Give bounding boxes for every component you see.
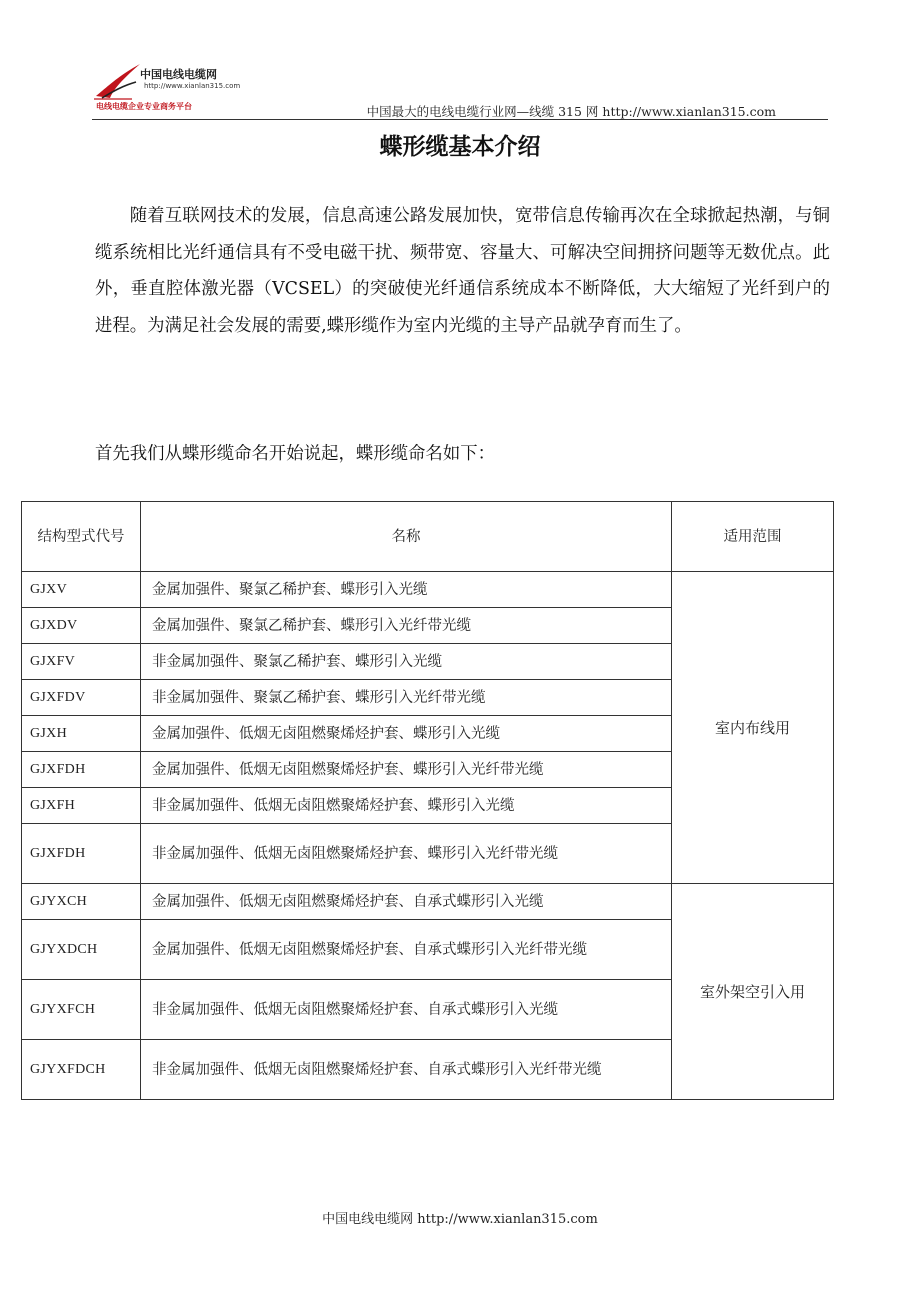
row-name: 金属加强件、低烟无卤阻燃聚烯烃护套、自承式蝶形引入光纤带光缆 [141, 920, 672, 980]
naming-intro-line: 首先我们从蝶形缆命名开始说起，蝶形缆命名如下： [95, 444, 495, 464]
row-name: 非金属加强件、聚氯乙稀护套、蝶形引入光缆 [141, 644, 672, 680]
table-row [22, 572, 834, 608]
row-name: 金属加强件、聚氯乙稀护套、蝶形引入光缆 [141, 572, 672, 608]
page-footer[interactable]: 中国电线电缆网 http://www.xianlan315.com [322, 1212, 598, 1227]
scope-outdoor: 室外架空引入用 [672, 884, 834, 1100]
row-name: 金属加强件、低烟无卤阻燃聚烯烃护套、自承式蝶形引入光缆 [141, 884, 672, 920]
table-row [22, 884, 834, 920]
row-code: GJXFDH [22, 824, 141, 884]
row-code: GJYXDCH [22, 920, 141, 980]
table-header-row [22, 502, 834, 572]
header-scope: 适用范围 [672, 502, 834, 572]
row-name: 金属加强件、低烟无卤阻燃聚烯烃护套、蝶形引入光缆 [141, 716, 672, 752]
naming-table [21, 501, 834, 1100]
row-code: GJYXCH [22, 884, 141, 920]
row-code: GJXFH [22, 788, 141, 824]
row-code: GJXFDH [22, 752, 141, 788]
document-title: 蝶形缆基本介绍 [379, 134, 541, 160]
row-name: 金属加强件、聚氯乙稀护套、蝶形引入光纤带光缆 [141, 608, 672, 644]
row-code: GJYXFDCH [22, 1040, 141, 1100]
site-logo[interactable] [92, 62, 242, 114]
row-name: 非金属加强件、低烟无卤阻燃聚烯烃护套、自承式蝶形引入光纤带光缆 [141, 1040, 672, 1100]
row-code: GJXH [22, 716, 141, 752]
row-name: 非金属加强件、聚氯乙稀护套、蝶形引入光纤带光缆 [141, 680, 672, 716]
row-code: GJYXFCH [22, 980, 141, 1040]
row-code: GJXV [22, 572, 141, 608]
row-name: 非金属加强件、低烟无卤阻燃聚烯烃护套、蝶形引入光缆 [141, 788, 672, 824]
header-name: 名称 [141, 502, 672, 572]
row-name: 非金属加强件、低烟无卤阻燃聚烯烃护套、自承式蝶形引入光缆 [141, 980, 672, 1040]
row-code: GJXFV [22, 644, 141, 680]
logo-name: 中国电线电缆网 [140, 68, 217, 81]
row-name: 金属加强件、低烟无卤阻燃聚烯烃护套、蝶形引入光纤带光缆 [141, 752, 672, 788]
logo-url: http://www.xianlan315.com [144, 82, 241, 90]
intro-paragraph: 随着互联网技术的发展，信息高速公路发展加快，宽带信息传输再次在全球掀起热潮，与铜缆系统相比光纤通信具有不受电磁干扰、频带宽、容量大、可解决空间拥挤问题等无数优点。此外，垂直腔体激光器（VCSEL）的突破使光纤通信系统成本不断降低，大大缩短了光纤到户的进程。为满足社会发展的需要,蝶形缆作为室内光缆的主导产品就孕育而生了。 [95, 206, 830, 336]
row-name: 非金属加强件、低烟无卤阻燃聚烯烃护套、蝶形引入光纤带光缆 [141, 824, 672, 884]
row-code: GJXFDV [22, 680, 141, 716]
logo-slogan: 电线电缆企业专业商务平台 [96, 102, 192, 111]
header-divider [92, 119, 828, 120]
page-header [92, 62, 828, 122]
scope-indoor: 室内布线用 [672, 572, 834, 884]
row-code: GJXDV [22, 608, 141, 644]
header-site-link[interactable]: 中国最大的电线电缆行业网—线缆 315 网 http://www.xianlan315.com [366, 104, 776, 119]
header-code: 结构型式代号 [22, 502, 141, 572]
